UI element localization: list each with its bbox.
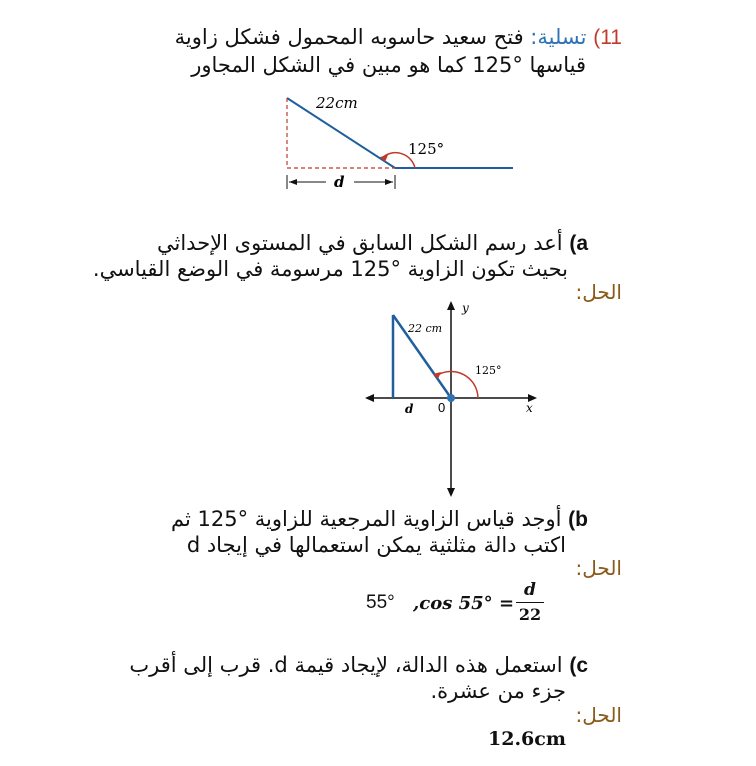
part-c-line2: جزء من عشرة. [430, 679, 566, 703]
y-axis-arrow-down [447, 488, 455, 497]
problem-topic: تسلية: [530, 25, 587, 49]
coordinate-figure [360, 298, 550, 498]
origin-point [447, 394, 455, 402]
part-a-text1: أعد رسم الشكل السابق في المستوى الإحداثي [157, 231, 563, 255]
x-axis-label: x [526, 401, 533, 415]
part-c-solution-label: الحل: [575, 703, 622, 727]
cos-equation: ,cos 55° = [413, 593, 515, 614]
part-b-letter: b) [568, 508, 588, 531]
part-b-solution-label: الحل: [575, 556, 622, 580]
length-label: 22cm [316, 94, 358, 112]
angle-label-2: 125° [475, 364, 502, 377]
problem-number: 11) [593, 26, 622, 49]
part-c-answer: 12.6cm [488, 728, 566, 750]
part-b-line1 [28, 506, 588, 533]
y-axis-label: y [462, 301, 469, 315]
fraction [516, 580, 544, 625]
part-a-solution-label: الحل: [575, 280, 622, 304]
reference-angle-answer: 55° [366, 592, 395, 613]
d-arrowhead-right [385, 179, 393, 185]
problem-line1: فتح سعيد حاسوبه المحمول فشكل زاوية [174, 25, 524, 49]
d-label: d [334, 173, 345, 191]
x-axis-arrow-left [365, 394, 374, 402]
part-b-text1: أوجد قياس الزاوية المرجعية للزاوية °125 ثم [171, 507, 562, 531]
part-c-letter: c) [569, 654, 588, 677]
y-axis-arrow-up [447, 301, 455, 310]
part-a-line2: بحيث تكون الزاوية °125 مرسومة في الوضع القياسي. [92, 257, 568, 281]
problem-heading [22, 24, 622, 51]
length-label-2: 22 cm [408, 322, 443, 335]
fraction-numerator: d [524, 580, 536, 600]
part-b-answer [366, 580, 566, 630]
part-a-line1 [28, 230, 588, 257]
part-b-line2: اكتب دالة مثلثية يمكن استعمالها في إيجاد d [186, 533, 566, 557]
laptop-angle-figure [270, 88, 530, 198]
origin-label: 0 [438, 400, 446, 415]
fraction-denominator: 22 [518, 605, 542, 624]
problem-line2: قياسها °125 كما هو مبين في الشكل المجاور [191, 53, 586, 77]
part-a-letter: a) [569, 232, 588, 255]
fraction-bar [516, 602, 544, 603]
d-arrowhead-left [289, 179, 297, 185]
d-label-2: d [405, 402, 414, 416]
part-c-line1 [28, 652, 588, 679]
part-c-text1: استعمل هذه الدالة، لإيجاد قيمة d. قرب إلى أقرب [129, 653, 563, 677]
angle-label: 125° [408, 140, 445, 158]
